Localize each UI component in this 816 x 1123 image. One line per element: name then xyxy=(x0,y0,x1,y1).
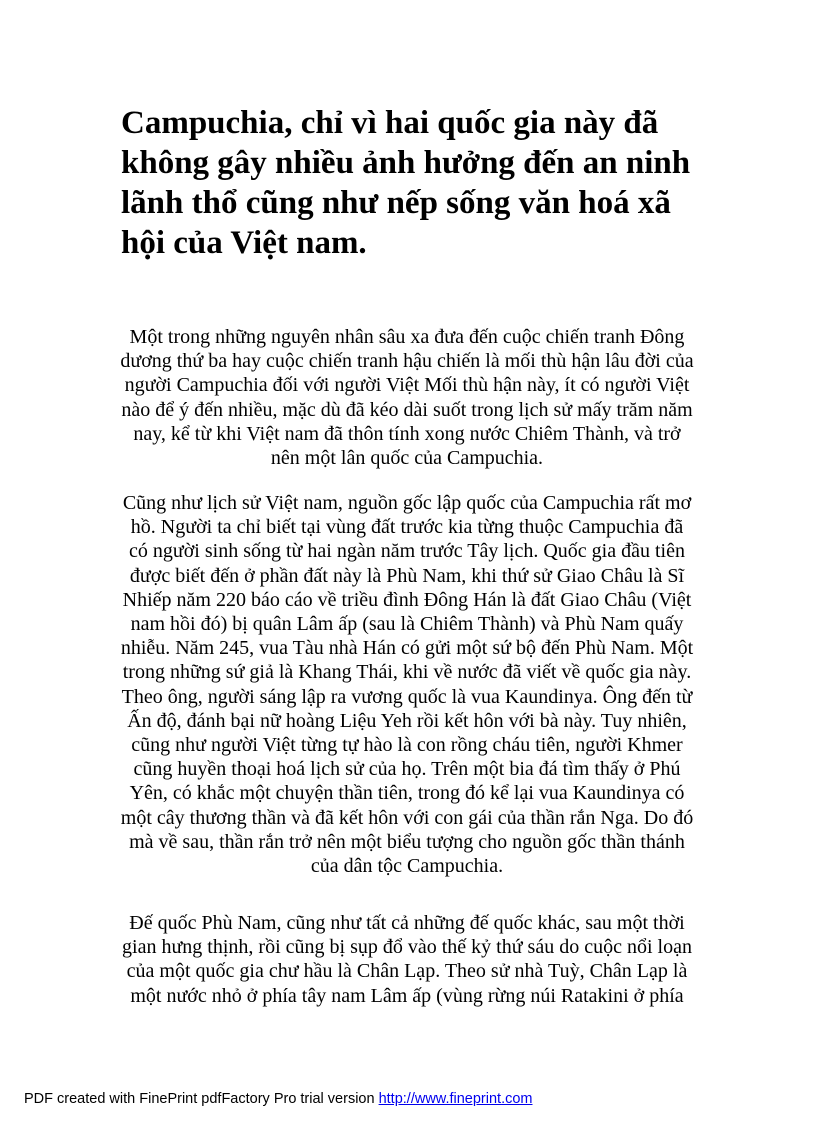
pdf-footer xyxy=(24,1090,533,1108)
paragraph-line: nay, kể từ khi Việt nam đã thôn tính xong nước Chiêm Thành, và trở xyxy=(133,422,681,445)
paragraph-line: gian hưng thịnh, rồi cũng bị sụp đổ vào thế kỷ thứ sáu do cuộc nổi loạn xyxy=(122,936,692,959)
paragraph-line: có người sinh sống từ hai ngàn năm trước Tây lịch. Quốc gia đầu tiên xyxy=(129,540,685,563)
paragraph-line: mà về sau, thần rắn trở nên một biểu tượng cho nguồn gốc thần thánh xyxy=(129,830,685,853)
paragraph-line: nên một lân quốc của Campuchia. xyxy=(270,447,544,470)
paragraph-line: Yên, có khắc một chuyện thần tiên, trong đó kể lại vua Kaundinya có xyxy=(129,782,685,805)
paragraph-line: nhiễu. Năm 245, vua Tàu nhà Hán có gửi một sứ bộ đến Phù Nam. Một xyxy=(120,637,694,660)
paragraph-line: cũng huyền thoại hoá lịch sử của họ. Trên một bia đá tìm thấy ở Phú xyxy=(133,758,681,781)
paragraph-2 xyxy=(96,491,718,878)
paragraph-line: hồ. Người ta chỉ biết tại vùng đất trước kia từng thuộc Campuchia đã xyxy=(130,516,684,539)
paragraph-line: Nhiếp năm 220 báo cáo về triều đình Đông Hán là đất Giao Châu (Việt xyxy=(122,588,692,611)
paragraph-line: Theo ông, người sáng lập ra vương quốc là vua Kaundinya. Ông đến từ xyxy=(121,685,693,708)
paragraph-line: nào để ý đến nhiều, mặc dù đã kéo dài suốt trong lịch sử mấy trăm năm xyxy=(121,398,693,421)
paragraph-line: của dân tộc Campuchia. xyxy=(310,855,504,878)
paragraph-line: một nước nhỏ ở phía tây nam Lâm ấp (vùng rừng núi Ratakini ở phía xyxy=(130,984,684,1007)
paragraph-line: một cây thương thần và đã kết hôn với con gái của thần rắn Nga. Do đó xyxy=(120,806,694,829)
heading-line: lãnh thổ cũng như nếp sống văn hoá xã xyxy=(121,185,671,221)
paragraph-1 xyxy=(96,325,718,470)
paragraph-line: Ấn độ, đánh bại nữ hoàng Liệu Yeh rồi kết hôn với bà này. Tuy nhiên, xyxy=(127,709,687,732)
paragraph-line: dương thứ ba hay cuộc chiến tranh hậu chiến là mối thù hận lâu đời của xyxy=(120,350,694,373)
fineprint-link[interactable]: http://www.fineprint.com xyxy=(378,1091,533,1107)
paragraph-line: được biết đến ở phần đất này là Phù Nam, khi thứ sử Giao Châu là Sĩ xyxy=(129,564,685,587)
footer-text: PDF created with FinePrint pdfFactory Pro trial version xyxy=(24,1091,379,1107)
paragraph-line: Đế quốc Phù Nam, cũng như tất cả những đế quốc khác, sau một thời xyxy=(129,912,685,934)
section-heading xyxy=(121,103,721,263)
heading-line: Campuchia, chỉ vì hai quốc gia này đã xyxy=(121,105,659,141)
paragraph-line: trong những sứ giả là Khang Thái, khi về nước đã viết về quốc gia này. xyxy=(122,661,692,684)
paragraph-line: Cũng như lịch sử Việt nam, nguồn gốc lập quốc của Campuchia rất mơ xyxy=(122,492,692,514)
paragraph-line: của một quốc gia chư hầu là Chân Lạp. Theo sử nhà Tuỳ, Chân Lạp là xyxy=(126,960,688,983)
paragraph-line: người Campuchia đối với người Việt Mối thù hận này, ít có người Việt xyxy=(124,374,690,397)
heading-line: không gây nhiều ảnh hưởng đến an ninh xyxy=(121,145,691,181)
paragraph-3 xyxy=(96,911,718,1008)
paragraph-line: nam hồi đó) bị quân Lâm ấp (sau là Chiêm Thành) và Phù Nam quấy xyxy=(130,613,684,636)
paragraph-line: cũng như người Việt từng tự hào là con rồng cháu tiên, người Khmer xyxy=(131,734,683,757)
heading-line: hội của Việt nam. xyxy=(121,225,367,261)
paragraph-line: Một trong những nguyên nhân sâu xa đưa đến cuộc chiến tranh Đông xyxy=(129,326,685,348)
